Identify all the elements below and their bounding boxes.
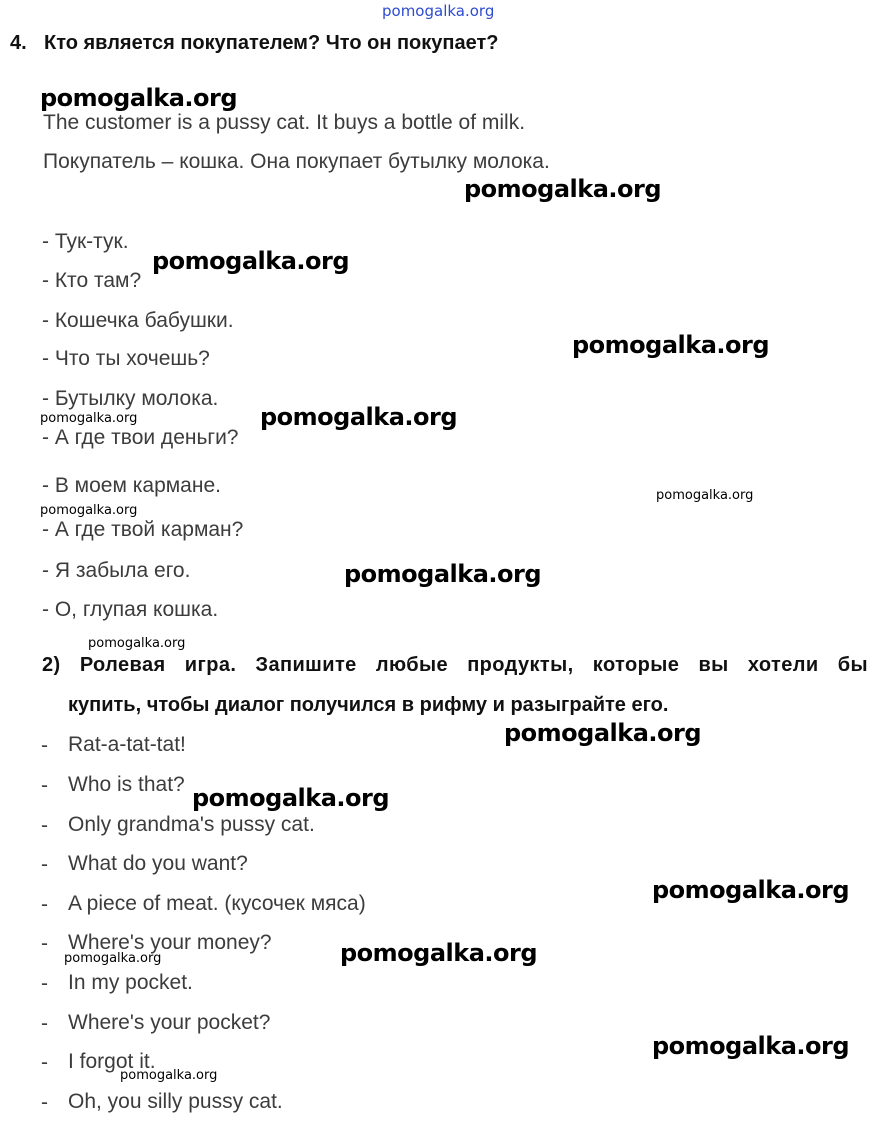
dialog-en-dash: - — [41, 893, 48, 916]
dialog-ru-line: - А где твои деньги? — [42, 426, 239, 449]
dialog-ru-line: - Я забыла его. — [42, 559, 191, 582]
watermark: pomogalka.org — [40, 84, 238, 112]
dialog-en-line: I forgot it. — [68, 1050, 156, 1073]
dialog-en-dash: - — [41, 774, 48, 797]
watermark: pomogalka.org — [504, 719, 702, 747]
watermark: pomogalka.org — [652, 876, 850, 904]
dialog-en-line: Where's your money? — [68, 931, 272, 954]
dialog-en-line: In my pocket. — [68, 971, 193, 994]
task-question: Кто является покупателем? Что он покупает? — [44, 32, 499, 54]
watermark: pomogalka.org — [572, 331, 770, 359]
answer-russian: Покупатель – кошка. Она покупает бутылку молока. — [43, 150, 550, 173]
dialog-en-dash: - — [41, 972, 48, 995]
watermark: pomogalka.org — [340, 939, 538, 967]
watermark: pomogalka.org — [464, 175, 662, 203]
dialog-en-dash: - — [41, 814, 48, 837]
dialog-ru-line: - Тук-тук. — [42, 230, 129, 253]
dialog-ru-line: - Кошечка бабушки. — [42, 309, 234, 332]
dialog-en-line: A piece of meat. (кусочек мяса) — [68, 892, 366, 915]
watermark: pomogalka.org — [64, 951, 162, 966]
dialog-en-line: Where's your pocket? — [68, 1011, 271, 1034]
role-play-heading: 2) Ролевая игра. Запишите любые продукты, которые вы хотели бы — [42, 654, 868, 676]
dialog-en-dash: - — [41, 734, 48, 757]
dialog-ru-line: - Кто там? — [42, 269, 142, 292]
watermark: pomogalka.org — [152, 247, 350, 275]
task-number: 4. — [10, 32, 27, 54]
dialog-ru-line: - Что ты хочешь? — [42, 347, 210, 370]
watermark: pomogalka.org — [656, 488, 754, 503]
watermark: pomogalka.org — [344, 560, 542, 588]
watermark: pomogalka.org — [88, 636, 186, 651]
dialog-ru-line: - А где твой карман? — [42, 518, 244, 541]
role-play-heading-cont: купить, чтобы диалог получился в рифму и разыграйте его. — [68, 694, 669, 716]
watermark: pomogalka.org — [260, 403, 458, 431]
watermark: pomogalka.org — [652, 1032, 850, 1060]
dialog-en-line: Only grandma's pussy cat. — [68, 813, 315, 836]
answer-english: The customer is a pussy cat. It buys a bottle of milk. — [43, 111, 526, 134]
dialog-ru-line: - О, глупая кошка. — [42, 598, 219, 621]
dialog-en-dash: - — [41, 1012, 48, 1035]
dialog-en-line: What do you want? — [68, 852, 248, 875]
dialog-ru-line: - В моем кармане. — [42, 474, 221, 497]
header-watermark: pomogalka.org — [382, 2, 495, 20]
dialog-en-dash: - — [41, 853, 48, 876]
dialog-ru-line: - Бутылку молока. — [42, 387, 219, 410]
dialog-en-line: Who is that? — [68, 773, 185, 796]
watermark: pomogalka.org — [40, 411, 138, 426]
dialog-en-line: Oh, you silly pussy cat. — [68, 1090, 283, 1113]
watermark: pomogalka.org — [120, 1068, 218, 1083]
dialog-en-dash: - — [41, 932, 48, 955]
watermark: pomogalka.org — [192, 784, 390, 812]
dialog-en-line: Rat-a-tat-tat! — [68, 733, 186, 756]
dialog-en-dash: - — [41, 1091, 48, 1114]
dialog-en-dash: - — [41, 1051, 48, 1074]
watermark: pomogalka.org — [40, 503, 138, 518]
